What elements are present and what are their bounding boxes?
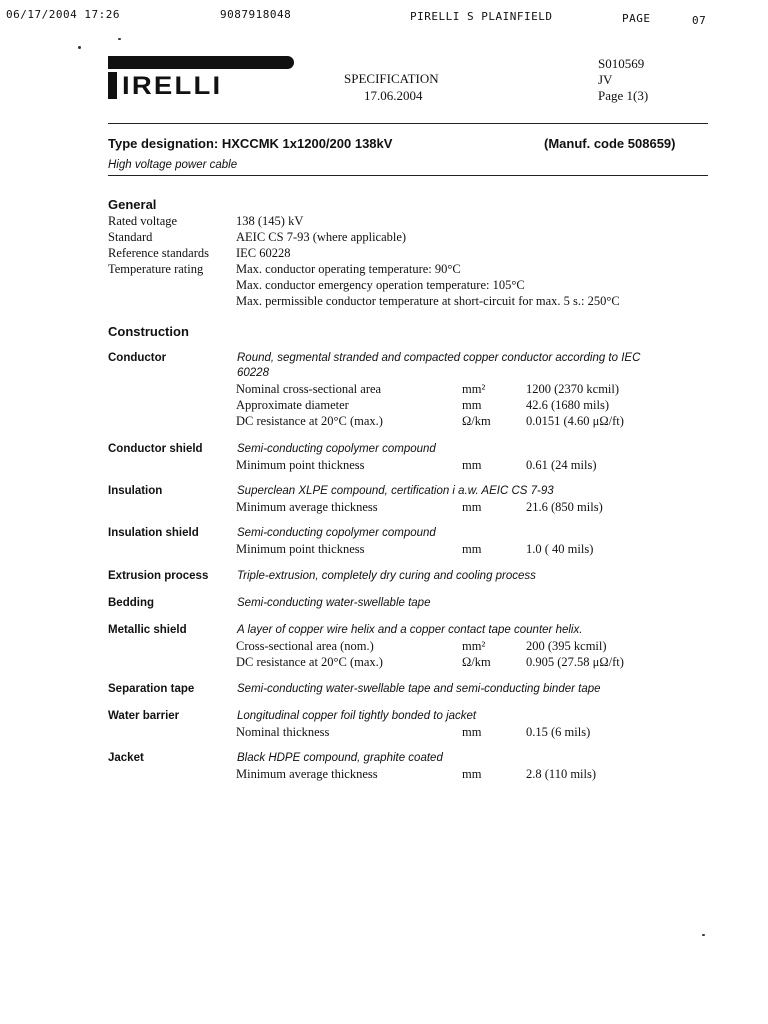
jacket-row-value: 2.8 (110 mils)	[526, 767, 597, 781]
water-barrier-row-value: 0.15 (6 mils)	[526, 725, 591, 739]
metallic-shield-row-unit: mm²	[462, 639, 486, 653]
insulation-shield-row-value: 1.0 ( 40 mils)	[526, 542, 594, 556]
separation-tape-label: Separation tape	[108, 683, 195, 695]
general-value-temp-emergency: Max. conductor emergency operation temperature: 105°C	[236, 278, 525, 292]
water-barrier-desc: Longitudinal copper foil tightly bonded to jacket	[237, 710, 477, 722]
jacket-label: Jacket	[108, 752, 144, 764]
manuf-code: (Manuf. code 508659)	[544, 136, 676, 151]
bedding-desc: Semi-conducting water-swellable tape	[237, 597, 431, 609]
header-rule	[108, 123, 708, 124]
logo-p-bar	[108, 56, 294, 69]
insulation-row-name: Minimum average thickness	[236, 500, 378, 514]
subtitle: High voltage power cable	[108, 159, 238, 171]
conductor-row-name: DC resistance at 20°C (max.)	[236, 414, 383, 428]
fax-phone: 9087918048	[220, 8, 292, 21]
logo-text: IRELLI	[122, 72, 223, 100]
metallic-shield-row-value: 200 (395 kcmil)	[526, 639, 607, 653]
doc-ref-code: S010569	[598, 56, 645, 71]
fax-page-label: PAGE	[622, 12, 651, 25]
metallic-shield-row-value: 0.905 (27.58 μΩ/ft)	[526, 655, 624, 669]
logo-p-stem	[108, 72, 117, 99]
conductor-row-value: 0.0151 (4.60 μΩ/ft)	[526, 414, 624, 428]
jacket-desc: Black HDPE compound, graphite coated	[237, 752, 443, 764]
conductor-desc: Round, segmental stranded and compacted copper conductor according to IEC	[237, 352, 641, 364]
insulation-shield-row-unit: mm	[462, 542, 482, 556]
conductor-row-unit: Ω/km	[462, 414, 491, 428]
conductor-row-unit: mm	[462, 398, 482, 412]
doc-date: 17.06.2004	[364, 88, 423, 103]
scan-speck	[78, 46, 81, 49]
conductor-shield-row-name: Minimum point thickness	[236, 458, 365, 472]
insulation-shield-desc: Semi-conducting copolymer compound	[237, 527, 436, 539]
water-barrier-row-unit: mm	[462, 725, 482, 739]
metallic-shield-row-name: DC resistance at 20°C (max.)	[236, 655, 383, 669]
doc-page: Page 1(3)	[598, 88, 649, 103]
general-value-rated-voltage: 138 (145) kV	[236, 214, 304, 228]
conductor-row-name: Approximate diameter	[236, 398, 349, 412]
conductor-shield-row-unit: mm	[462, 458, 482, 472]
jacket-row-name: Minimum average thickness	[236, 767, 378, 781]
conductor-row-value: 1200 (2370 kcmil)	[526, 382, 620, 396]
insulation-row-unit: mm	[462, 500, 482, 514]
separation-tape-desc: Semi-conducting water-swellable tape and semi-conducting binder tape	[237, 683, 601, 695]
type-designation: Type designation: HXCCMK 1x1200/200 138kV	[108, 136, 393, 151]
metallic-shield-desc: A layer of copper wire helix and a copper contact tape counter helix.	[237, 624, 583, 636]
jacket-row-unit: mm	[462, 767, 482, 781]
metallic-shield-row-name: Cross-sectional area (nom.)	[236, 639, 374, 653]
conductor-shield-row-value: 0.61 (24 mils)	[526, 458, 597, 472]
scan-speck	[118, 38, 121, 40]
conductor-shield-desc: Semi-conducting copolymer compound	[237, 443, 436, 455]
conductor-desc-cont: 60228	[237, 367, 269, 379]
general-value-temp-short-circuit: Max. permissible conductor temperature at short-circuit for max. 5 s.: 250°C	[236, 294, 620, 308]
bedding-label: Bedding	[108, 597, 154, 609]
general-label-temperature-rating: Temperature rating	[108, 262, 204, 276]
insulation-label: Insulation	[108, 485, 163, 497]
metallic-shield-label: Metallic shield	[108, 624, 187, 636]
conductor-row-name: Nominal cross-sectional area	[236, 382, 382, 396]
extrusion-desc: Triple-extrusion, completely dry curing and cooling process	[237, 570, 536, 582]
construction-heading: Construction	[108, 324, 189, 339]
insulation-shield-label: Insulation shield	[108, 527, 199, 539]
scan-speck	[702, 934, 705, 936]
general-label-reference-standards: Reference standards	[108, 246, 209, 260]
conductor-row-value: 42.6 (1680 mils)	[526, 398, 609, 412]
insulation-desc: Superclean XLPE compound, certification i a.w. AEIC CS 7-93	[237, 485, 554, 497]
conductor-shield-label: Conductor shield	[108, 443, 203, 455]
extrusion-label: Extrusion process	[108, 570, 209, 582]
doc-author: JV	[598, 72, 613, 87]
fax-datetime: 06/17/2004 17:26	[6, 8, 120, 21]
general-heading: General	[108, 197, 157, 212]
metallic-shield-row-unit: Ω/km	[462, 655, 491, 669]
conductor-label: Conductor	[108, 352, 167, 364]
pirelli-logo	[108, 56, 294, 102]
insulation-row-value: 21.6 (850 mils)	[526, 500, 603, 514]
title-rule	[108, 175, 708, 176]
general-value-standard: AEIC CS 7-93 (where applicable)	[236, 230, 407, 244]
general-label-rated-voltage: Rated voltage	[108, 214, 178, 228]
fax-page-number: 07	[692, 14, 707, 27]
general-value-temp-operating: Max. conductor operating temperature: 90°C	[236, 262, 461, 276]
general-label-standard: Standard	[108, 230, 153, 244]
water-barrier-label: Water barrier	[108, 710, 180, 722]
water-barrier-row-name: Nominal thickness	[236, 725, 330, 739]
conductor-row-unit: mm²	[462, 382, 486, 396]
insulation-shield-row-name: Minimum point thickness	[236, 542, 365, 556]
fax-sender: PIRELLI S PLAINFIELD	[410, 10, 553, 23]
general-value-reference-standards: IEC 60228	[236, 246, 291, 260]
doc-type: SPECIFICATION	[344, 71, 439, 86]
